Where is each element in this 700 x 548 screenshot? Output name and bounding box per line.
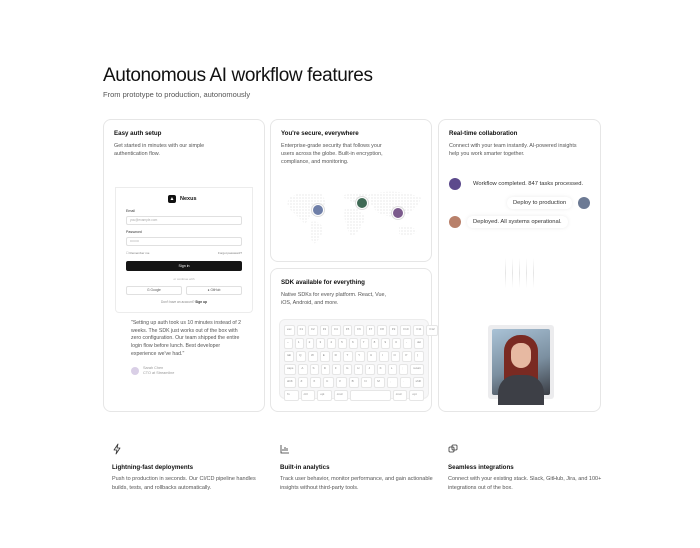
keyboard-key: L — [388, 364, 397, 375]
chat-avatar-3 — [449, 216, 461, 228]
keyboard-key: F5 — [343, 325, 353, 336]
keyboard-row — [284, 364, 424, 375]
page-subtitle: From prototype to production, autonomously — [103, 90, 251, 99]
feature-title: Seamless integrations — [448, 464, 514, 471]
keyboard-key: C — [323, 377, 334, 388]
keyboard-key: D — [321, 364, 330, 375]
chat-message-1 — [449, 178, 589, 190]
keyboard-key: F11 — [413, 325, 424, 336]
keyboard-key: V — [336, 377, 347, 388]
feature-analytics — [280, 441, 440, 493]
user-portrait — [488, 325, 554, 399]
keyboard-key: J — [365, 364, 374, 375]
keyboard-key: 6 — [349, 338, 358, 349]
keyboard-key: 9 — [381, 338, 390, 349]
card-collab-desc: Connect with your team instantly. AI-powered insights help you work smarter together. — [449, 143, 577, 157]
world-map-dots — [281, 188, 426, 248]
keyboard-key: F — [332, 364, 341, 375]
keyboard-key: [ — [414, 351, 424, 362]
chat-message-2 — [507, 197, 590, 209]
keyboard-key: M — [374, 377, 385, 388]
keyboard-key: F7 — [366, 325, 376, 336]
keyboard-key: I — [379, 351, 389, 362]
keyboard-illustration — [279, 319, 435, 399]
keyboard-key: ctrl — [301, 390, 316, 401]
card-sdk-desc: Native SDKs for every platform. React, Vue, iOS, Android, and more. — [281, 292, 386, 306]
keyboard-key: K — [377, 364, 386, 375]
author-role: CTO at Streamline — [143, 371, 175, 375]
page-title: Autonomous AI workflow features — [103, 65, 373, 86]
login-panel-top — [115, 187, 253, 188]
remember-checkbox[interactable]: ☐ Remember me — [126, 251, 150, 255]
keyboard-key: - — [403, 338, 412, 349]
login-options — [126, 251, 242, 255]
testimonial-author — [131, 366, 174, 376]
login-brand-name: Nexus — [180, 196, 197, 202]
email-field[interactable]: you@example.com — [126, 216, 242, 225]
keyboard-key: shift — [284, 377, 296, 388]
feature-title: Built-in analytics — [280, 464, 330, 471]
keyboard-key: del — [414, 338, 424, 349]
chat-bubble-3: Deployed. All systems operational. — [467, 216, 568, 228]
keyboard-key: U — [367, 351, 377, 362]
section-header — [103, 64, 373, 99]
keyboard-key: Y — [355, 351, 365, 362]
forgot-password-link[interactable]: Forgot password? — [217, 251, 242, 255]
keyboard-key: T — [343, 351, 353, 362]
author-name: Sarah Chen — [143, 366, 164, 370]
nexus-logo-icon: ▲ — [169, 196, 175, 202]
signup-link[interactable]: Sign up — [195, 300, 207, 304]
signup-prompt: Don't have an account? Sign up — [161, 300, 207, 304]
card-sdk-title: SDK available for everything — [281, 279, 365, 286]
keyboard-key: F8 — [377, 325, 387, 336]
keyboard-key: Q — [296, 351, 306, 362]
testimonial-quote: "Setting up auth took us 10 minutes instead of 2 weeks. The SDK just works out of the box with zero configuration. Our team shipped the entire login flow before lunch. Best developer experience we've had." — [131, 320, 241, 357]
card-collab-title: Real-time collaboration — [449, 130, 518, 137]
feature-title: Lightning-fast deployments — [112, 464, 194, 471]
keyboard-key: F4 — [331, 325, 341, 336]
keyboard-key: H — [354, 364, 363, 375]
chart-icon — [280, 444, 290, 454]
keyboard-key: F2 — [308, 325, 318, 336]
keyboard-key: esc — [284, 325, 295, 336]
keyboard-key: . — [400, 377, 411, 388]
keyboard-key: 5 — [338, 338, 347, 349]
login-panel — [115, 187, 253, 313]
or-divider: or continue with — [173, 277, 195, 281]
keyboard-key: 8 — [371, 338, 380, 349]
keyboard-row — [284, 390, 424, 401]
map-pin-user-3 — [392, 207, 404, 219]
card-collab — [438, 119, 601, 412]
keyboard-key: F6 — [354, 325, 364, 336]
keyboard-key: return — [410, 364, 424, 375]
keyboard-key: Z — [298, 377, 309, 388]
keyboard-key: 2 — [306, 338, 315, 349]
password-label: Password — [126, 230, 142, 234]
keyboard-row — [284, 338, 424, 349]
keyboard-key: 3 — [316, 338, 325, 349]
signin-button[interactable]: Sign in — [126, 261, 242, 271]
lightning-icon — [112, 444, 122, 454]
keyboard-key: 1 — [295, 338, 304, 349]
keyboard-key: P — [402, 351, 412, 362]
keyboard-key: , — [387, 377, 398, 388]
keyboard-key: 0 — [392, 338, 401, 349]
keyboard-key: R — [332, 351, 342, 362]
card-secure-title: You're secure, everywhere — [281, 130, 359, 137]
email-label: Email — [126, 209, 135, 213]
keyboard-key: ; — [399, 364, 408, 375]
password-field[interactable]: •••••••• — [126, 237, 242, 246]
chat-bubble-2: Deploy to production — [507, 197, 572, 209]
keyboard-key: S — [310, 364, 319, 375]
keyboard-key: F9 — [389, 325, 399, 336]
feature-desc: Push to production in seconds. Our CI/CD pipeline handles builds, tests, and rollbacks automatically. — [112, 476, 256, 491]
author-avatar — [131, 367, 139, 375]
keyboard-key: shift — [413, 377, 425, 388]
keyboard-key: cmd — [393, 390, 408, 401]
map-pin-user-1 — [312, 204, 324, 216]
keyboard-key: B — [349, 377, 360, 388]
keyboard-key: opt — [317, 390, 332, 401]
feature-desc: Connect with your existing stack. Slack, GitHub, Jira, and 100+ integrations out of the box. — [448, 476, 602, 491]
keyboard-key: fn — [284, 390, 299, 401]
keyboard-key: F3 — [320, 325, 330, 336]
card-secure — [270, 119, 432, 262]
card-sdk — [270, 268, 435, 412]
decorative-lines — [489, 258, 549, 288]
link-icon — [448, 444, 458, 454]
keyboard-key: cmd — [334, 390, 349, 401]
google-button[interactable]: G Google — [126, 286, 182, 295]
chat-avatar-2 — [578, 197, 590, 209]
feature-desc: Track user behavior, monitor performance, and gain actionable insights without third-party tools. — [280, 476, 433, 491]
keyboard-key — [350, 390, 390, 401]
chat-bubble-1: Workflow completed. 847 tasks processed. — [467, 178, 589, 190]
keyboard-key: F1 — [297, 325, 307, 336]
keyboard-key: X — [310, 377, 321, 388]
keyboard-key: caps — [284, 364, 296, 375]
feature-integrations — [448, 441, 608, 493]
keyboard-key: A — [298, 364, 307, 375]
keyboard-key: E — [320, 351, 330, 362]
card-auth-title: Easy auth setup — [114, 130, 162, 137]
card-auth-desc: Get started in minutes with our simple authentication flow. — [114, 143, 205, 157]
github-icon: ● — [207, 288, 210, 292]
keyboard-key: W — [308, 351, 318, 362]
keyboard-key: O — [391, 351, 401, 362]
google-icon: G — [147, 288, 150, 292]
chat-message-3 — [449, 216, 568, 228]
portrait-image — [492, 329, 550, 395]
keyboard-row — [284, 377, 424, 388]
keyboard-key: F10 — [400, 325, 411, 336]
keyboard-key: 4 — [327, 338, 336, 349]
chat-avatar-1 — [449, 178, 461, 190]
keyboard-key: N — [361, 377, 372, 388]
keyboard-row — [284, 351, 424, 362]
keyboard-key: 7 — [360, 338, 369, 349]
keyboard-key: ~ — [284, 338, 293, 349]
keyboard-key: G — [343, 364, 352, 375]
github-button[interactable]: ● GitHub — [186, 286, 242, 295]
map-pin-user-2 — [356, 197, 368, 209]
keyboard-key: tab — [284, 351, 294, 362]
keyboard-row — [284, 325, 435, 336]
feature-deployments — [112, 441, 272, 493]
login-brand — [168, 195, 197, 203]
keyboard-key: opt — [409, 390, 424, 401]
card-secure-desc: Enterprise-grade security that follows your users across the globe. Built-in encryption, compliance, and monitoring. — [281, 143, 383, 165]
keyboard-key: F12 — [426, 325, 437, 336]
